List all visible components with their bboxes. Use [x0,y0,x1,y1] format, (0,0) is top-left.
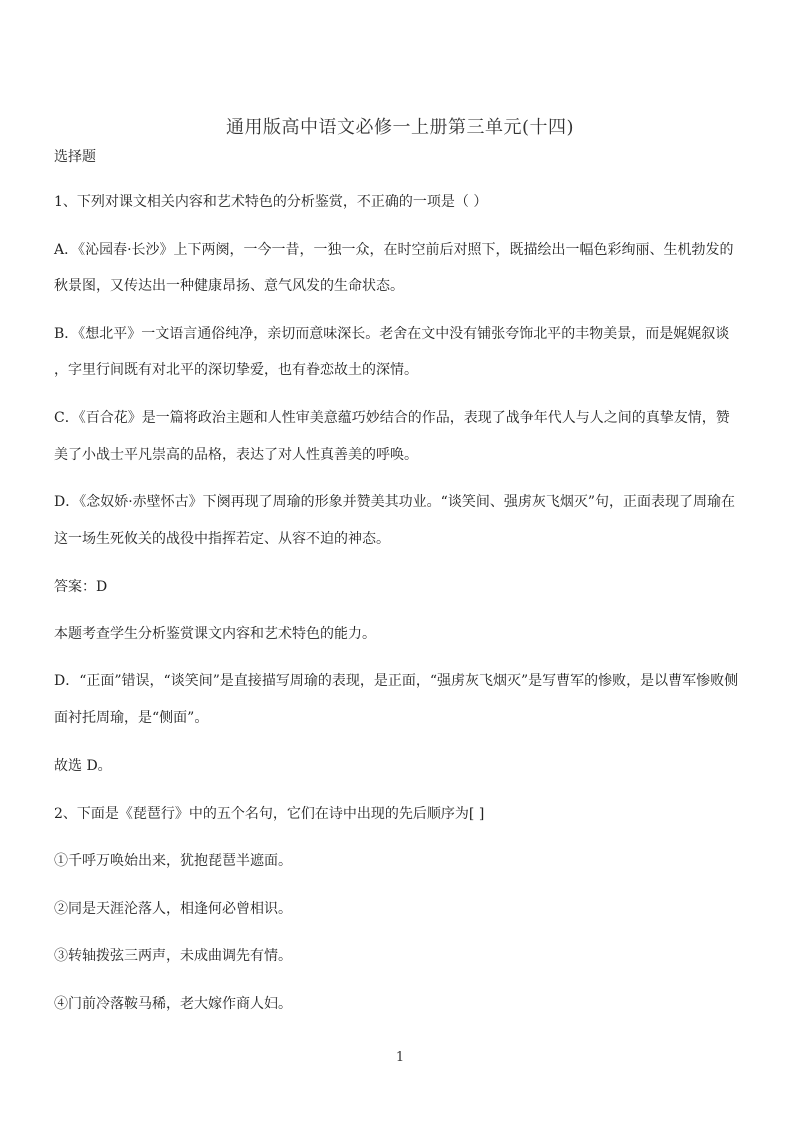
page-number: 1 [395,1050,405,1065]
question-1-stem: 1、下列对课文相关内容和艺术特色的分析鉴赏，不正确的一项是（ ） [54,194,488,210]
question-1-explanation-line-1: D．“正面”错误，“谈笑间”是直接描写周瑜的表现，是正面，“强虏灰飞烟灭”是写曹军的惨败，是以曹军惨败侧 [54,673,739,689]
question-1-conclusion: 故选 D。 [54,758,112,774]
question-1-analysis: 本题考查学生分析鉴赏课文内容和艺术特色的能力。 [54,626,376,642]
question-2-item-3: ③转轴拨弦三两声，未成曲调先有情。 [54,948,292,964]
question-1-option-a-line-1: A．《沁园春·长沙》上下两阕，一今一昔，一独一众，在时空前后对照下，既描绘出一幅色彩绚丽、生机勃发的 [54,242,734,258]
question-1-option-d-line-2: 这一场生死攸关的战役中指挥若定、从容不迫的神态。 [54,531,390,547]
question-1-option-d-line-1: D．《念奴娇·赤壁怀古》下阕再现了周瑜的形象并赞美其功业。“谈笑间、强虏灰飞烟灭”句，正面表现了周瑜在 [54,494,735,510]
question-2-item-1: ①千呼万唤始出来，犹抱琵琶半遮面。 [54,853,292,869]
question-1-option-b-line-1: B．《想北平》一文语言通俗纯净，亲切而意味深长。老舍在文中没有铺张夸饰北平的丰物美景，而是娓娓叙谈 [54,326,730,342]
question-1-option-b-line-2: ，字里行间既有对北平的深切挚爱，也有眷恋故土的深情。 [54,362,418,378]
question-1-option-a-line-2: 秋景图，又传达出一种健康昂扬、意气风发的生命状态。 [54,278,404,294]
question-1-option-c-line-2: 美了小战士平凡崇高的品格，表达了对人性真善美的呼唤。 [54,447,418,463]
question-2-item-4: ④门前冷落鞍马稀，老大嫁作商人妇。 [54,996,292,1012]
document-title: 通用版高中语文必修一上册第三单元(十四) [225,117,575,138]
question-2-item-2: ②同是天涯沦落人，相逢何必曾相识。 [54,901,292,917]
question-2-stem: 2、下面是《琵琶行》中的五个名句，它们在诗中出现的先后顺序为[ ] [54,806,485,822]
question-1-explanation-line-2: 面衬托周瑜，是“侧面”。 [54,710,209,726]
question-1-answer: 答案：D [54,579,108,595]
section-label: 选择题 [54,149,96,165]
question-1-option-c-line-1: C．《百合花》是一篇将政治主题和人性审美意蕴巧妙结合的作品，表现了战争年代人与人之间的真挚友情，赞 [54,410,730,426]
